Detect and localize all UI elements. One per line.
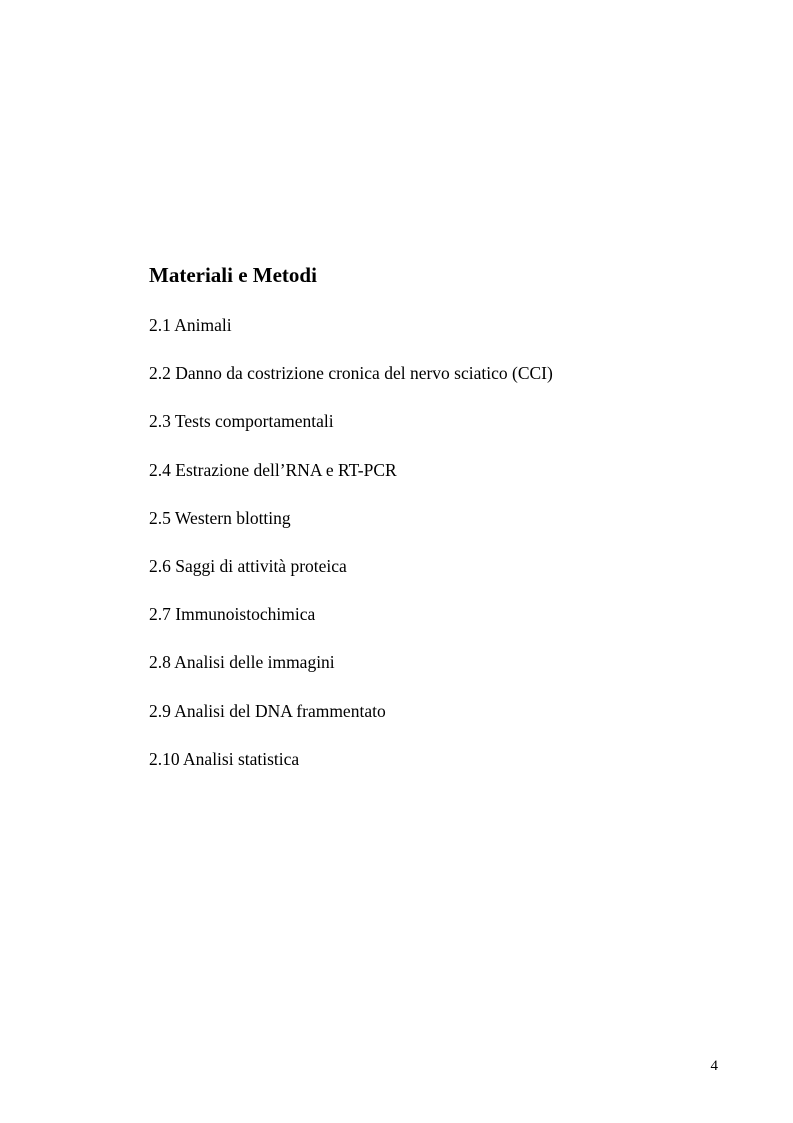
page-number: 4	[710, 1058, 718, 1074]
list-item-immunoistochimica: 2.7 Immunoistochimica	[149, 604, 316, 625]
section-title: Materiali e Metodi	[149, 263, 317, 287]
list-item-western-blotting: 2.5 Western blotting	[149, 507, 291, 528]
list-item-estrazione-rna: 2.4 Estrazione dell’RNA e RT-PCR	[149, 459, 397, 480]
list-item-tests-comportamentali: 2.3 Tests comportamentali	[149, 411, 334, 432]
list-item-saggi-attivita: 2.6 Saggi di attività proteica	[149, 555, 347, 576]
list-item-cci: 2.2 Danno da costrizione cronica del nervo sciatico (CCI)	[149, 363, 553, 384]
section-contents-list	[149, 313, 553, 795]
list-item-animali: 2.1 Animali	[149, 315, 232, 335]
list-item-analisi-statistica: 2.10 Analisi statistica	[149, 748, 300, 769]
list-item-analisi-dna: 2.9 Analisi del DNA frammentato	[149, 700, 386, 721]
list-item-analisi-immagini: 2.8 Analisi delle immagini	[149, 652, 335, 673]
